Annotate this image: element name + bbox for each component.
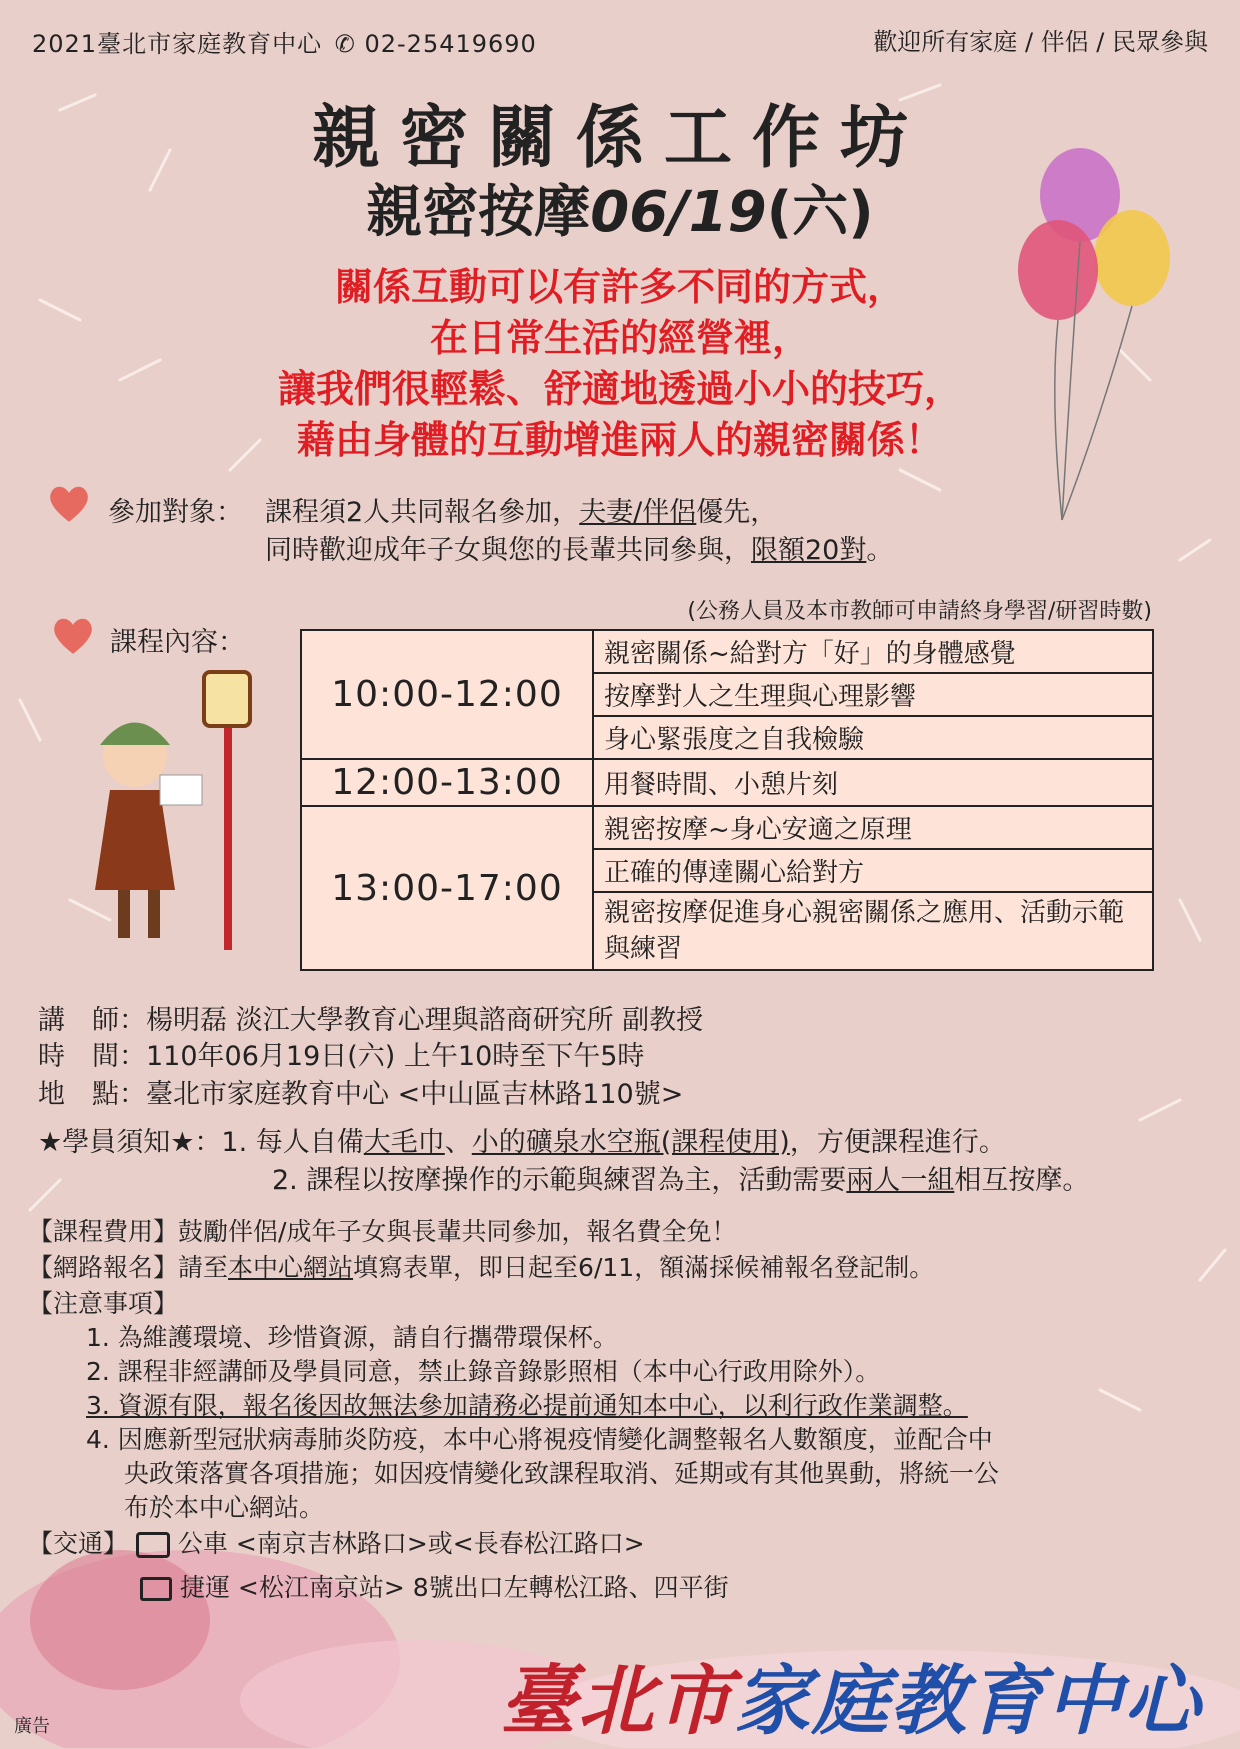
time-label: 時 間： <box>38 1041 146 1072</box>
signup-line <box>28 1248 934 1284</box>
schedule-time: 12:00-13:00 <box>301 759 593 806</box>
notes-item: 2. 課程非經講師及學員同意，禁止錄音錄影照相（本中心行政用除外）。 <box>86 1357 881 1386</box>
fee-text: 鼓勵伴侶/成年子女與長輩共同參加，報名費全免！ <box>178 1217 737 1246</box>
heart-icon <box>46 480 92 526</box>
notice-text: 相互按摩。 <box>954 1165 1090 1196</box>
mrt-icon <box>140 1577 172 1601</box>
schedule-item: 身心緊張度之自我檢驗 <box>593 716 1153 759</box>
audience-text: 。 <box>866 535 894 566</box>
schedule-item: 按摩對人之生理與心理影響 <box>593 673 1153 716</box>
table-row <box>301 630 1153 673</box>
schedule-item: 正確的傳達關心給對方 <box>593 849 1153 892</box>
bus-route: 公車 <南京吉林路口>或<長春松江路口> <box>177 1529 645 1558</box>
notice-text: ，方便課程進行。 <box>789 1127 1006 1158</box>
audience-line-2 <box>265 528 893 567</box>
place-value: 臺北市家庭教育中心 <中山區吉林路110號> <box>146 1079 684 1110</box>
schedule-time: 10:00-12:00 <box>301 630 593 759</box>
schedule-time: 13:00-17:00 <box>301 806 593 970</box>
tagline-line: 讓我們很輕鬆、舒適地透過小小的技巧， <box>277 367 962 411</box>
transport-mrt-line <box>140 1568 729 1604</box>
header-org <box>32 24 537 59</box>
tagline <box>0 262 1240 466</box>
signup-label: 【網路報名】 <box>28 1253 179 1282</box>
schedule-item: 親密按摩~身心安適之原理 <box>593 806 1153 849</box>
notice-text: 1. 每人自備 <box>221 1127 364 1158</box>
heart-icon <box>50 612 96 658</box>
teacher-line <box>38 998 703 1037</box>
transport-bus-line <box>28 1524 645 1560</box>
bus-icon <box>136 1532 170 1558</box>
transport-label: 【交通】 <box>28 1529 129 1558</box>
audience-text: 同時歡迎成年子女與您的長輩共同參與， <box>265 535 751 566</box>
notes-item: 央政策落實各項措施；如因疫情變化致課程取消、延期或有其他異動，將統一公 <box>124 1459 1000 1488</box>
page-subtitle <box>0 168 1240 248</box>
logo-blue: 家庭教育中心 <box>734 1656 1202 1745</box>
center-logo <box>500 1640 1202 1749</box>
tagline-line: 在日常生活的經營裡， <box>429 316 810 360</box>
notes-item: 1. 為維護環境、珍惜資源，請自行攜帶環保杯。 <box>86 1323 618 1352</box>
header-phone: 02-25419690 <box>364 30 537 58</box>
tagline-line: 關係互動可以有許多不同的方式， <box>334 265 905 309</box>
signup-text: 請至 <box>178 1253 229 1282</box>
ad-label: 廣告 <box>14 1716 50 1737</box>
notice-text: 2. 課程以按摩操作的示範與練習為主，活動需要 <box>272 1165 847 1196</box>
audience-text: 課程須2人共同報名參加， <box>265 497 580 528</box>
table-row <box>301 806 1153 849</box>
audience-label: 參加對象： <box>108 497 243 528</box>
time-line <box>38 1034 644 1073</box>
page-title: 親密關係工作坊 <box>311 99 928 178</box>
audience-priority: 夫妻/伴侶 <box>579 497 697 528</box>
notice-pairs: 兩人一組 <box>846 1165 955 1196</box>
notice-text: 、 <box>444 1127 472 1158</box>
subtitle-day: (六) <box>766 180 874 245</box>
schedule-item: 親密關係~給對方「好」的身體感覺 <box>593 630 1153 673</box>
audience-limit: 限額20對 <box>751 535 867 566</box>
schedule-item: 親密按摩促進身心親密關係之應用、活動示範與練習 <box>593 892 1153 970</box>
teacher-value: 楊明磊 淡江大學教育心理與諮商研究所 副教授 <box>146 1005 704 1036</box>
time-value: 110年06月19日(六) 上午10時至下午5時 <box>146 1041 645 1072</box>
course-label: 課程內容： <box>110 627 245 658</box>
notes-item: 4. 因應新型冠狀病毒肺炎防疫，本中心將視疫情變化調整報名人數額度，並配合中 <box>86 1425 993 1454</box>
logo-red: 臺北市 <box>500 1656 734 1745</box>
notice-line-1 <box>38 1120 1006 1159</box>
notice-bottle: 小的礦泉水空瓶(課程使用) <box>471 1127 790 1158</box>
notice-label: ★學員須知★： <box>38 1127 222 1158</box>
center-website-link[interactable]: 本中心網站 <box>228 1253 354 1282</box>
subtitle-date: 06/19 <box>590 180 767 245</box>
audience-text: 優先， <box>696 497 778 528</box>
mrt-route: 捷運 <松江南京站> 8號出口左轉松江路、四平街 <box>179 1573 729 1602</box>
place-line <box>38 1072 683 1111</box>
notice-towel: 大毛巾 <box>363 1127 445 1158</box>
notes-label: 【注意事項】 <box>28 1289 179 1318</box>
header-org-name: 2021臺北市家庭教育中心 <box>32 30 323 58</box>
notes-item: 布於本中心網站。 <box>124 1493 325 1522</box>
header-welcome: 歡迎所有家庭 / 伴侶 / 民眾參與 <box>873 28 1208 56</box>
schedule-table <box>300 629 1154 971</box>
notes-item: 3. 資源有限，報名後因故無法參加請務必提前通知本中心，以利行政作業調整。 <box>86 1391 968 1420</box>
audience-line-1 <box>265 490 777 529</box>
course-note: (公務人員及本市教師可申請終身學習/研習時數) <box>687 599 1152 624</box>
teacher-label: 講 師： <box>38 1005 146 1036</box>
fee-line <box>28 1212 736 1248</box>
notice-line-2 <box>272 1158 1089 1197</box>
phone-icon: ✆ <box>334 30 356 58</box>
fee-label: 【課程費用】 <box>28 1217 179 1246</box>
subtitle-prefix: 親密按摩 <box>366 180 591 245</box>
table-row <box>301 759 1153 806</box>
tagline-line: 藉由身體的互動增進兩人的親密關係！ <box>296 418 943 462</box>
schedule-item: 用餐時間、小憩片刻 <box>593 759 1153 806</box>
signup-text: 填寫表單，即日起至6/11，額滿採候補報名登記制。 <box>353 1253 935 1282</box>
place-label: 地 點： <box>38 1079 146 1110</box>
